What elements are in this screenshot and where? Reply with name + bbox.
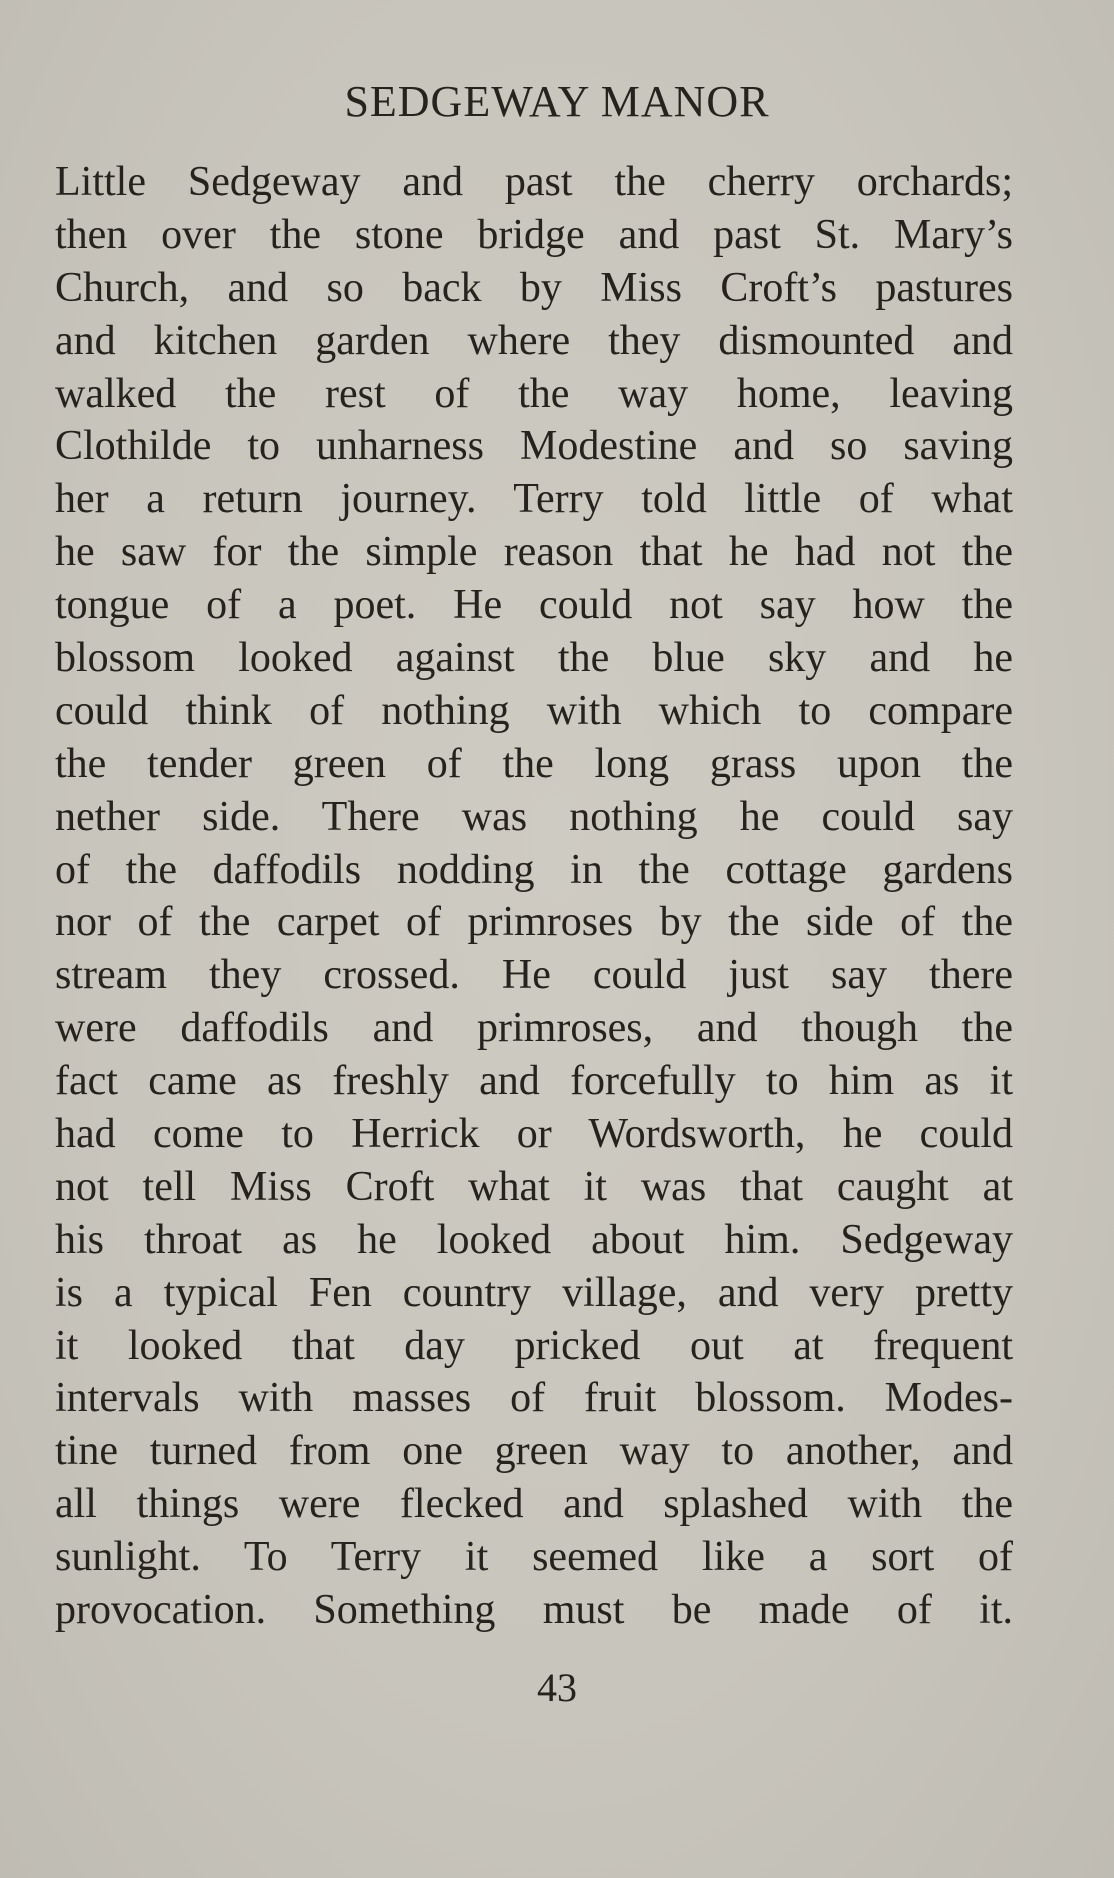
text-line: stream they crossed. He could just say there <box>55 952 1013 999</box>
text-line: were daffodils and primroses, and though the <box>55 1005 1013 1052</box>
text-line: provocation. Something must be made of it. <box>55 1587 1013 1634</box>
text-line: the tender green of the long grass upon the <box>55 740 1013 787</box>
text-line: Church, and so back by Miss Croft’s pastures <box>55 264 1013 311</box>
text-line: of the daffodils nodding in the cottage gardens <box>55 846 1013 893</box>
text-line: and kitchen garden where they dismounted and <box>55 317 1013 364</box>
text-line: sunlight. To Terry it seemed like a sort of <box>55 1534 1013 1581</box>
text-line: walked the rest of the way home, leaving <box>55 370 1013 417</box>
text-line: her a return journey. Terry told little of what <box>55 476 1013 523</box>
text-line: it looked that day pricked out at frequent <box>55 1322 1013 1369</box>
text-line: tongue of a poet. He could not say how the <box>55 582 1013 629</box>
text-line: nether side. There was nothing he could say <box>55 793 1013 840</box>
text-line: is a typical Fen country village, and very pretty <box>55 1269 1013 1316</box>
text-line: nor of the carpet of primroses by the side of the <box>55 899 1013 946</box>
text-line: Clothilde to unharness Modestine and so saving <box>55 423 1013 470</box>
body-text <box>55 156 1013 1637</box>
text-line: could think of nothing with which to compare <box>55 687 1013 734</box>
text-line: had come to Herrick or Wordsworth, he could <box>55 1111 1013 1158</box>
text-line: then over the stone bridge and past St. Mary’s <box>55 211 1013 258</box>
text-line: intervals with masses of fruit blossom. Modes- <box>55 1375 1013 1422</box>
text-line: blossom looked against the blue sky and he <box>55 635 1013 682</box>
text-line: not tell Miss Croft what it was that caught at <box>55 1163 1013 1210</box>
text-line: fact came as freshly and forcefully to him as it <box>55 1058 1013 1105</box>
page-number: 43 <box>537 1665 577 1710</box>
text-line: all things were flecked and splashed with the <box>55 1481 1013 1528</box>
text-line: Little Sedgeway and past the cherry orchards; <box>55 159 1013 205</box>
running-head: SEDGEWAY MANOR <box>344 77 770 126</box>
text-line: tine turned from one green way to another, and <box>55 1428 1013 1475</box>
text-line: he saw for the simple reason that he had not the <box>55 529 1013 576</box>
text-line: his throat as he looked about him. Sedgeway <box>55 1216 1013 1263</box>
